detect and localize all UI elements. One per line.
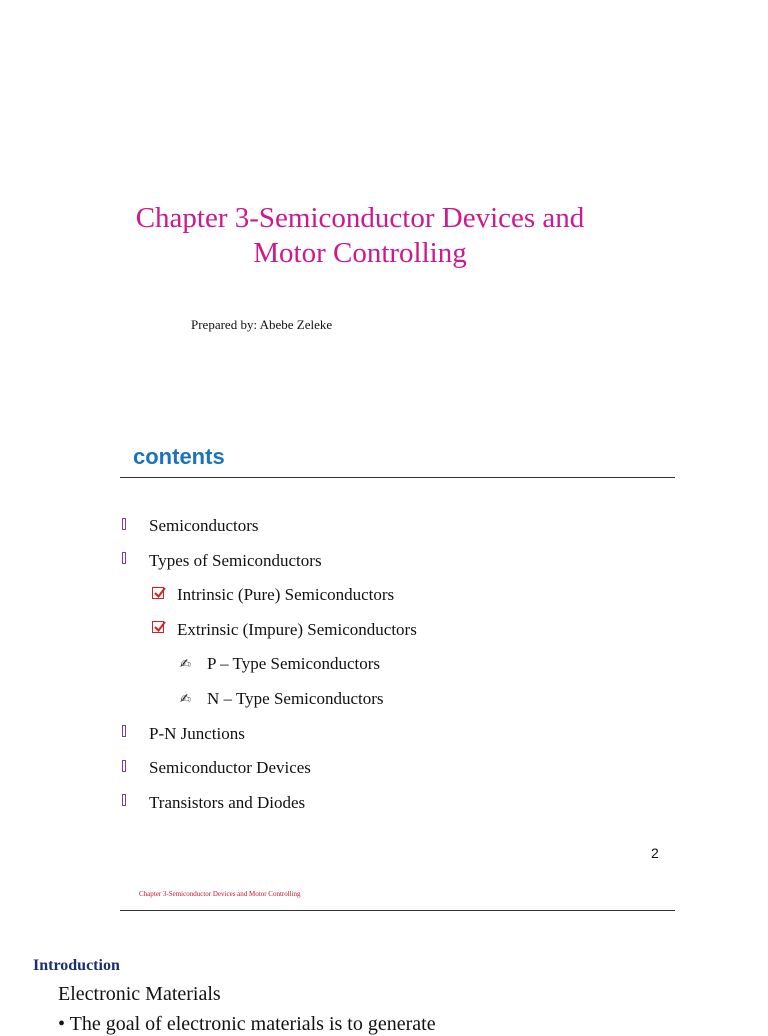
contents-heading: contents [133,444,225,469]
footer-text: Chapter 3-Semiconductor Devices and Motor Controlling [139,890,301,898]
title-line-1: Chapter 3-Semiconductor Devices and [135,202,585,234]
contents-item: Types of Semiconductors [149,551,322,570]
contents-subitem: Extrinsic (Impure) Semiconductors [177,620,417,639]
prepared-by: Prepared by: Abebe Zeleke [191,317,333,332]
contents-item: Transistors and Diodes [149,793,306,812]
square-bullet-icon [122,518,126,530]
writing-hand-icon: ✍ [180,692,191,707]
square-bullet-icon [122,725,126,737]
title-line-2: Motor Controlling [253,237,467,269]
writing-hand-icon: ✍ [180,657,191,672]
contents-item: Semiconductors [149,516,259,535]
contents-item: P-N Junctions [149,724,245,743]
contents-item: Semiconductor Devices [149,758,311,777]
contents-subsubitem: P – Type Semiconductors [207,654,381,673]
square-bullet-icon [122,552,126,564]
contents-divider [120,477,675,478]
checkbox-checked-icon [152,587,164,599]
checkbox-checked-icon [152,621,164,633]
contents-subsubitem: N – Type Semiconductors [207,689,384,708]
section-heading: Introduction [33,957,120,974]
square-bullet-icon [122,760,126,772]
section-subheading: Electronic Materials [58,983,221,1005]
document-title [0,201,720,271]
body-text: • The goal of electronic materials is to generate [58,1013,436,1035]
page-number: 2 [651,845,659,861]
footer-divider [120,910,675,911]
square-bullet-icon [122,794,126,806]
contents-subitem: Intrinsic (Pure) Semiconductors [177,585,395,604]
